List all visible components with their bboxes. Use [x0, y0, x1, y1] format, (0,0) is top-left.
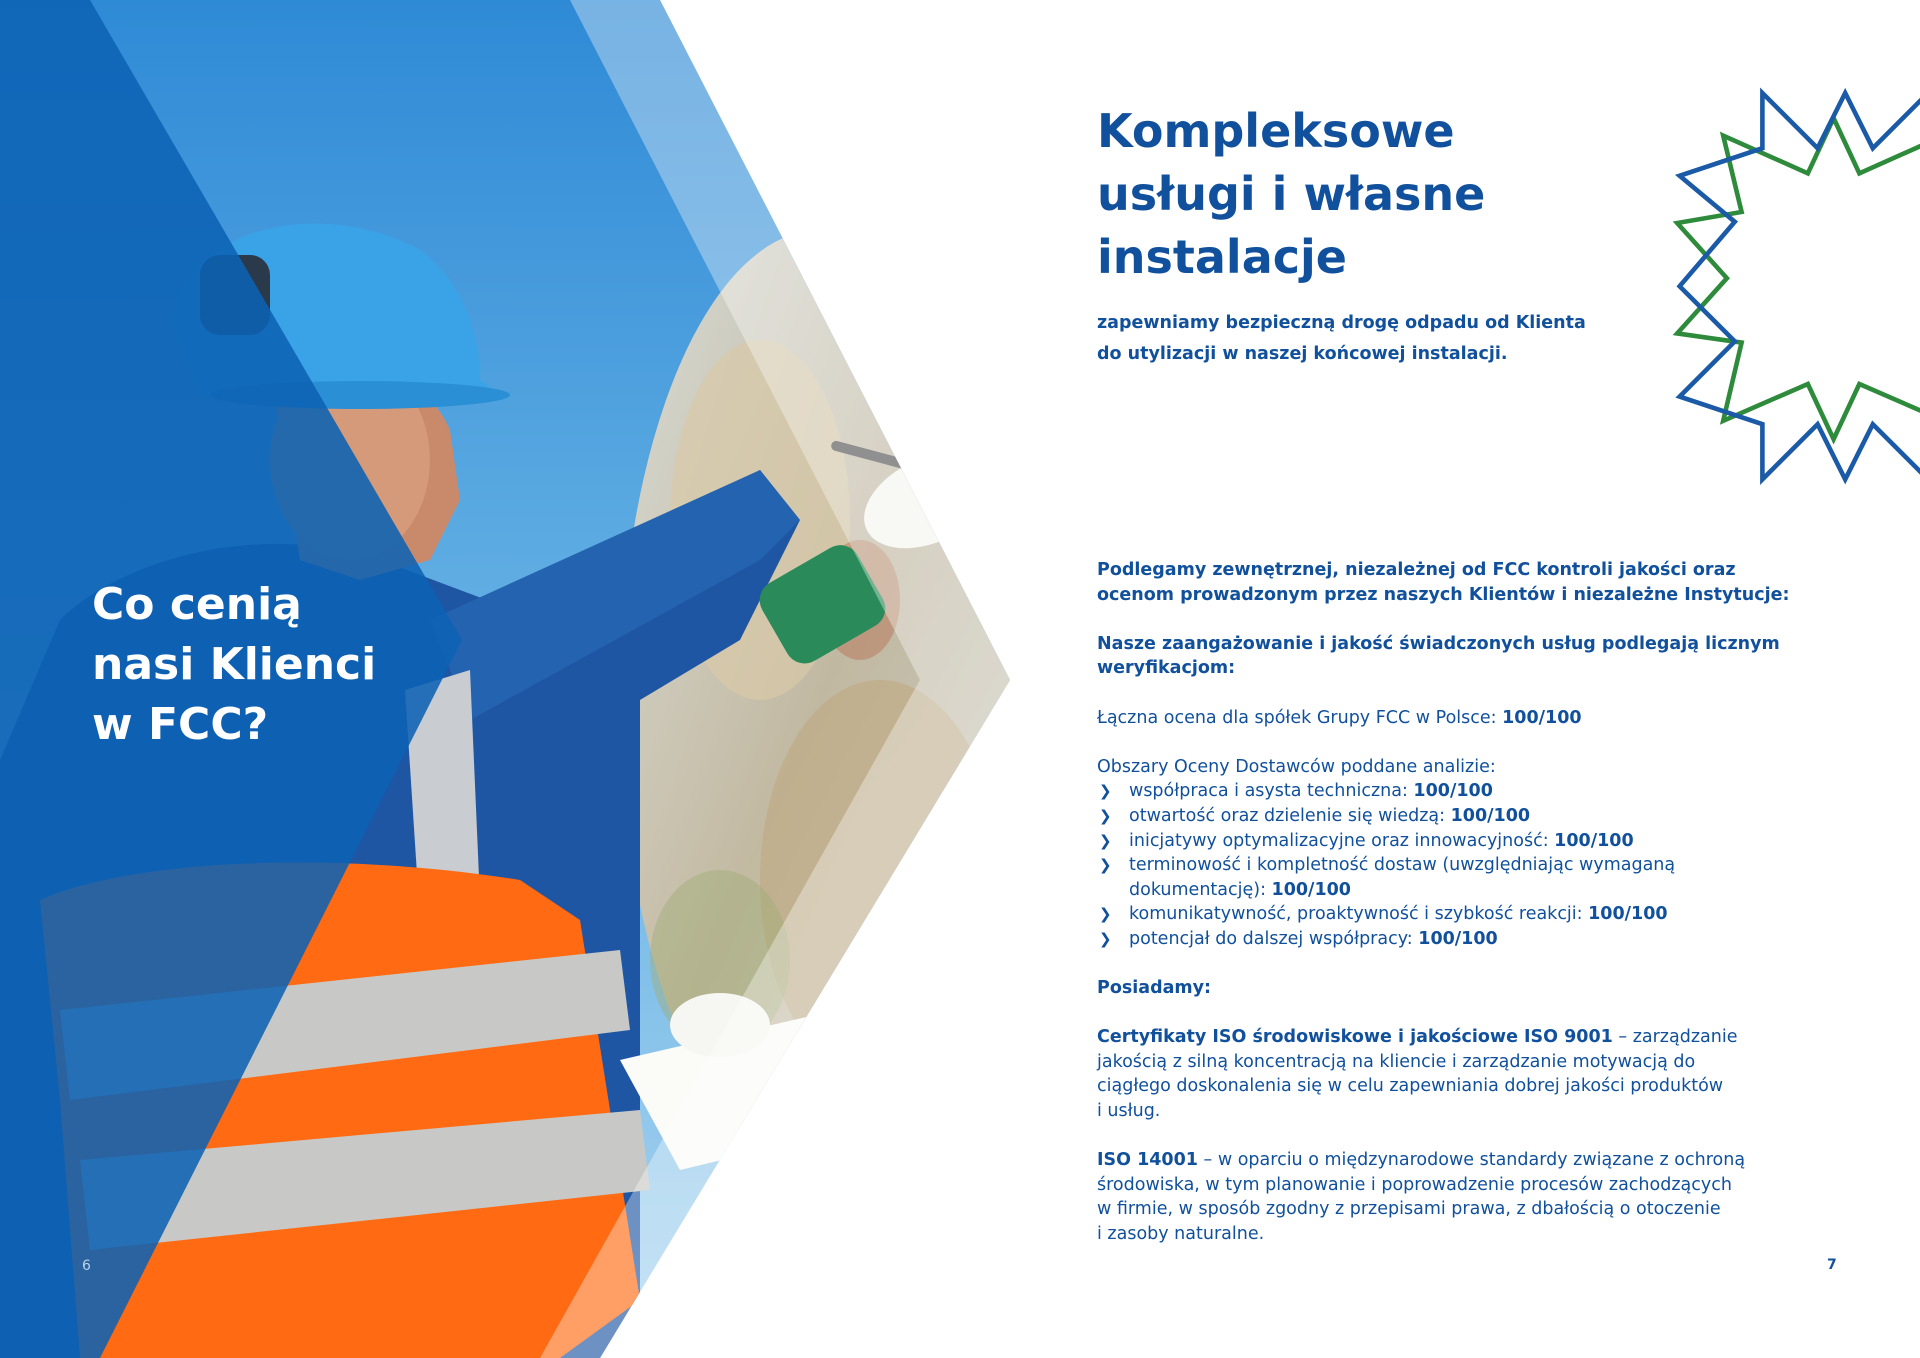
- criteria-item: [1097, 829, 1837, 854]
- iso9001-text: jakością z silną koncentracją na kliencie i zarządzanie motywacją do: [1097, 1051, 1696, 1072]
- criteria-item: [1097, 927, 1837, 952]
- chevron-right-icon: ❯: [1099, 782, 1112, 801]
- intro-line: Podlegamy zewnętrznej, niezależnej od FCC kontroli jakości oraz: [1097, 560, 1736, 580]
- heading-line: nasi Klienci: [92, 639, 377, 690]
- heading-line: w FCC?: [92, 699, 269, 750]
- subheadline: [1097, 308, 1637, 370]
- iso9001-text: ciągłego doskonalenia się w celu zapewniania dobrej jakości produktów: [1097, 1076, 1724, 1097]
- criteria-item: [1097, 804, 1837, 829]
- chevron-right-icon: ❯: [1099, 905, 1112, 924]
- criteria-score: 100/100: [1418, 928, 1498, 949]
- iso9001-title: Certyfikaty ISO środowiskowe i jakościowe ISO 9001: [1097, 1027, 1613, 1048]
- iso14001-text: – w oparciu o międzynarodowe standardy związane z ochroną: [1197, 1150, 1746, 1171]
- left-page-heading: [92, 575, 472, 755]
- page-number-right: 7: [1827, 1257, 1837, 1273]
- heading-line: Co cenią: [92, 579, 302, 630]
- headline-line: usługi i własne: [1097, 167, 1486, 221]
- criteria-item: [1097, 853, 1837, 902]
- commitment-paragraph: [1097, 632, 1837, 681]
- subheadline-line: do utylizacji w naszej końcowej instalacji.: [1097, 344, 1508, 364]
- total-score: [1097, 706, 1837, 731]
- criteria-item: [1097, 779, 1837, 804]
- commitment-line: weryfikacjom:: [1097, 658, 1236, 679]
- page-number-left: 6: [82, 1258, 91, 1274]
- iso14001-paragraph: [1097, 1148, 1837, 1246]
- criteria-score: 100/100: [1271, 879, 1351, 900]
- commitment-line: Nasze zaangażowanie i jakość świadczonych usług podlegają licznym: [1097, 633, 1780, 654]
- iso9001-paragraph: [1097, 1025, 1837, 1123]
- chevron-right-icon: ❯: [1099, 831, 1112, 850]
- criteria-list: [1097, 779, 1837, 951]
- body-text: [1097, 558, 1837, 1247]
- iso9001-text: i usług.: [1097, 1101, 1161, 1122]
- chevron-right-icon: ❯: [1099, 806, 1112, 825]
- criteria-label: inicjatywy optymalizacyjne oraz innowacyjność:: [1129, 830, 1555, 851]
- criteria-label: terminowość i kompletność dostaw (uwzględniając wymaganą: [1129, 855, 1676, 876]
- criteria-continuation: dokumentację):: [1129, 879, 1272, 900]
- chevron-right-icon: ❯: [1099, 929, 1112, 948]
- posiadamy-heading: Posiadamy:: [1097, 978, 1212, 999]
- page-headline: [1097, 100, 1537, 289]
- chevron-right-icon: ❯: [1099, 856, 1112, 875]
- criteria-label: potencjał do dalszej współpracy:: [1129, 928, 1419, 949]
- iso14001-text: w firmie, w sposób zgodny z przepisami prawa, z dbałością o otoczenie: [1097, 1199, 1721, 1220]
- iso14001-text: środowiska, w tym planowanie i poprowadzenie procesów zachodzących: [1097, 1174, 1732, 1195]
- criteria-item: [1097, 902, 1837, 927]
- intro-paragraph: [1097, 558, 1837, 607]
- iso14001-title: ISO 14001: [1097, 1150, 1198, 1171]
- criteria-score: 100/100: [1554, 830, 1634, 851]
- iso14001-text: i zasoby naturalne.: [1097, 1224, 1265, 1245]
- total-score-value: 100/100: [1502, 707, 1582, 728]
- iso9001-text: – zarządzanie: [1612, 1027, 1738, 1048]
- headline-line: instalacje: [1097, 230, 1347, 284]
- criteria-score: 100/100: [1450, 805, 1531, 826]
- total-score-label: Łączna ocena dla spółek Grupy FCC w Polsce:: [1097, 707, 1503, 728]
- intro-line: ocenom prowadzonym przez naszych Klientów i niezależne Instytucje:: [1097, 584, 1790, 605]
- criteria-label: otwartość oraz dzielenie się wiedzą:: [1129, 805, 1451, 826]
- headline-line: Kompleksowe: [1097, 104, 1455, 158]
- subheadline-line: zapewniamy bezpieczną drogę odpadu od Klienta: [1097, 313, 1586, 333]
- criteria-score: 100/100: [1588, 904, 1668, 925]
- criteria-label: komunikatywność, proaktywność i szybkość reakcji:: [1129, 904, 1589, 925]
- criteria-label: współpraca i asysta techniczna:: [1129, 781, 1414, 802]
- areas-intro: Obszary Oceny Dostawców poddane analizie:: [1097, 756, 1496, 777]
- star-logo-icon: [1640, 85, 1920, 525]
- criteria-score: 100/100: [1413, 781, 1493, 802]
